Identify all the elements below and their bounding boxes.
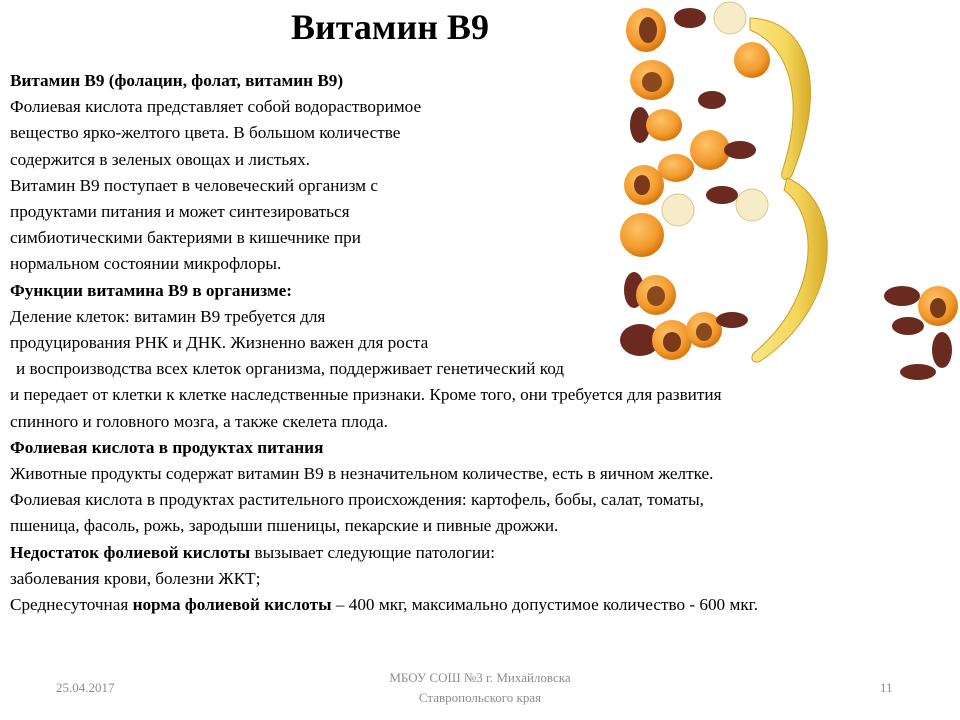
norm-rest: – 400 мкг, максимально допустимое количество - 600 мкг. — [331, 595, 759, 615]
intro-heading: Витамин В9 (фолацин, фолат, витамин В9) — [10, 71, 344, 90]
intro-line: Витамин В9 поступает в человеческий организм с — [10, 175, 378, 195]
food-line: пшеница, фасоль, рожь, зародыши пшеницы, пекарские и пивные дрожжи. — [10, 516, 559, 536]
food-heading: Фолиевая кислота в продуктах питания — [10, 437, 324, 457]
norm-bold: норма фолиевой кислоты — [132, 595, 332, 615]
footer-date: 25.04.2017 — [56, 680, 115, 695]
intro-line: симбиотическими бактериями в кишечнике при — [10, 228, 361, 248]
functions-heading: Функции витамина В9 в организме: — [10, 280, 293, 300]
deficiency-bold: Недостаток фолиевой кислоты — [10, 542, 251, 562]
functions-line: и передает от клетки к клетке наследственные признаки. Кроме того, они требуется для развития — [10, 385, 722, 405]
footer-org-line: Ставропольского края — [418, 690, 542, 705]
intro-line: содержится в зеленых овощах и листьях. — [10, 149, 310, 169]
norm-prefix: Среднесуточная — [10, 595, 133, 615]
deficiency-line-2: заболевания крови, болезни ЖКТ; — [10, 568, 261, 588]
intro-line: вещество ярко-желтого цвета. В большом количестве — [10, 123, 401, 143]
footer-page-number: 11 — [880, 680, 893, 695]
deficiency-line — [10, 540, 950, 566]
slide-body-text — [10, 68, 950, 618]
food-line: Фолиевая кислота в продуктах растительного происхождения: картофель, бобы, салат, томаты, — [10, 490, 704, 510]
intro-line: нормальном состоянии микрофлоры. — [10, 254, 282, 274]
deficiency-rest: вызывает следующие патологии: — [250, 542, 496, 562]
functions-line: продуцирования РНК и ДНК. Жизненно важен для роста — [10, 333, 429, 353]
footer-organization — [330, 668, 630, 708]
functions-line: спинного и головного мозга, а также скелета плода. — [10, 411, 388, 431]
functions-line: Деление клеток: витамин В9 требуется для — [10, 306, 326, 326]
norm-line — [10, 592, 950, 618]
food-line: Животные продукты содержат витамин В9 в незначительном количестве, есть в яичном желтке. — [10, 464, 714, 484]
slide-title: Витамин B9 — [291, 7, 489, 47]
intro-line: Фолиевая кислота представляет собой водорастворимое — [10, 97, 422, 117]
functions-line: и воспроизводства всех клеток организма, поддерживает генетический код — [16, 359, 565, 379]
footer-org-line: МБОУ СОШ №3 г. Михайловска — [389, 670, 571, 685]
intro-line: продуктами питания и может синтезироваться — [10, 202, 350, 222]
